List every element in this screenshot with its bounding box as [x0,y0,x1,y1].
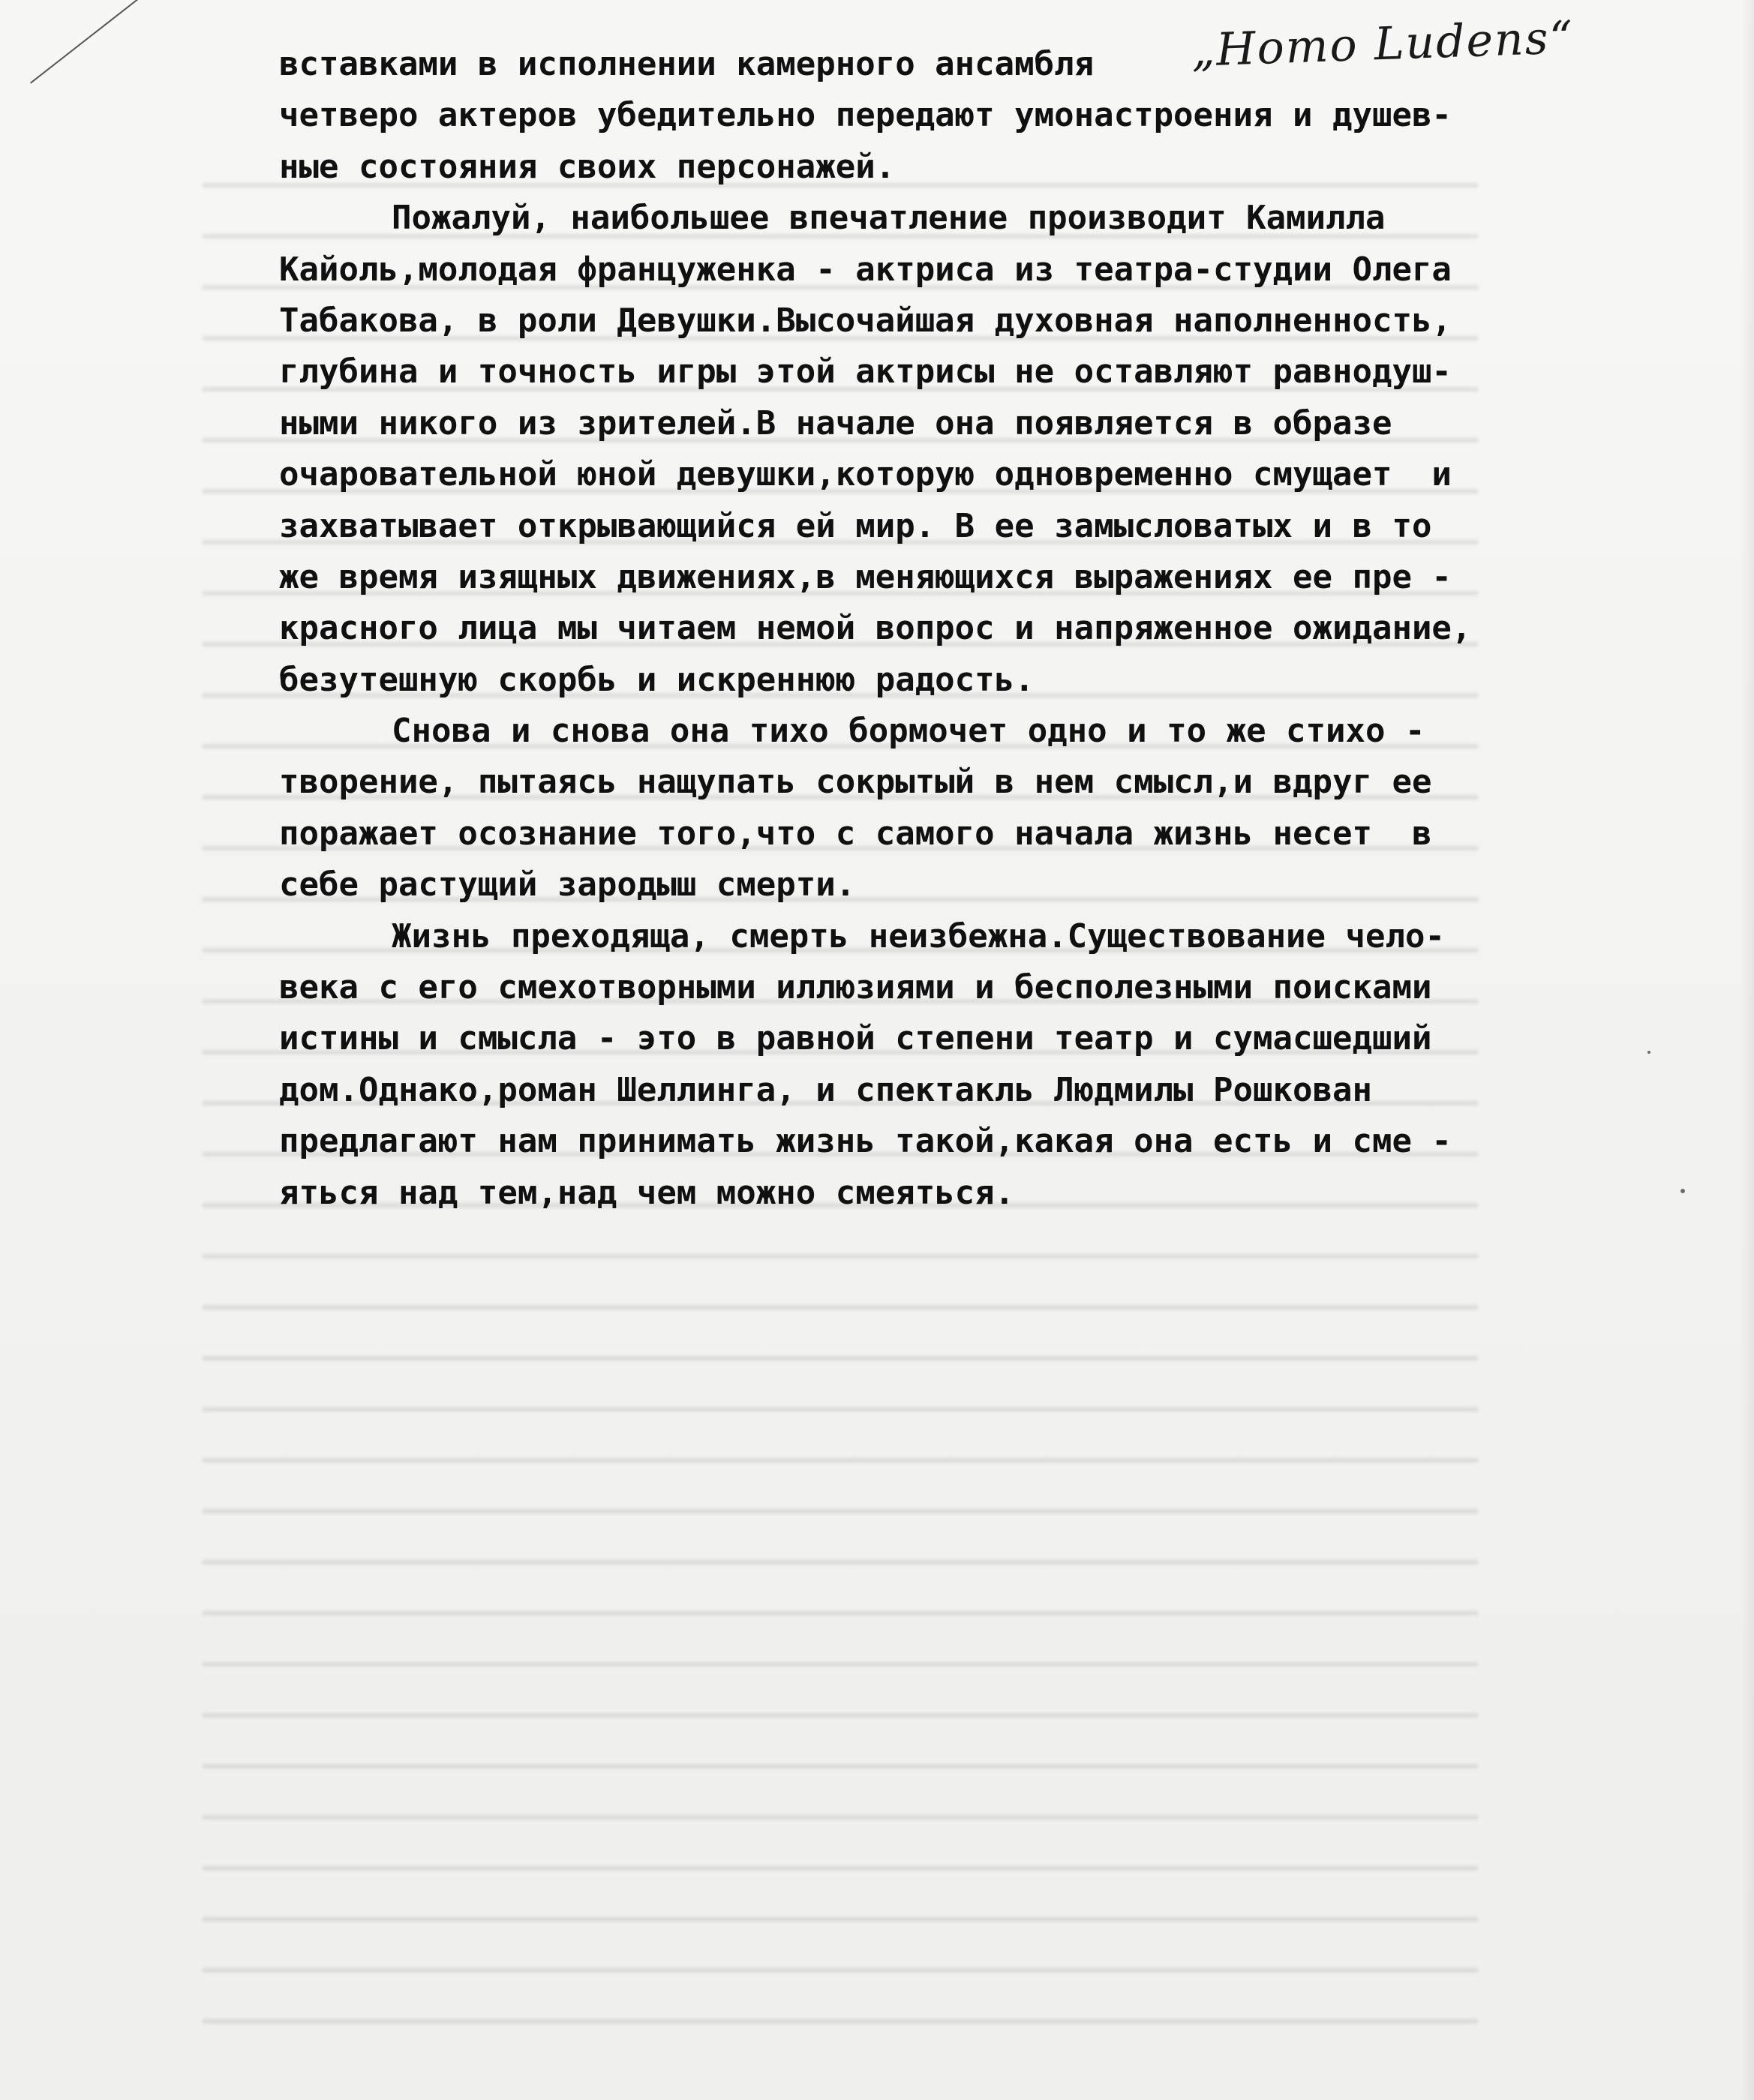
paper-speck [1680,1189,1685,1193]
text-line: творение, пытаясь нащупать сокрытый в нем смысл,и вдруг ее [279,763,1432,802]
page-fold-mark [30,0,185,84]
text-line: яться над тем,над чем можно смеяться. [279,1173,1015,1212]
text-line: века с его смехотворными иллюзиями и бесполезными поисками [279,968,1432,1007]
paragraph-start-line: Пожалуй, наибольшее впечатление производит Камилла [392,199,1386,238]
typewritten-body [279,39,1584,1219]
text-line: ные состояния своих персонажей. [279,147,896,186]
text-line: ными никого из зрителей.В начале она появляется в образе [279,404,1392,442]
text-line: вставками в исполнении камерного ансамбля [279,45,1095,83]
paragraph-start-line: Жизнь преходяща, смерть неизбежна.Существование чело- [392,916,1445,956]
text-line: предлагают нам принимать жизнь такой,какая она есть и сме - [279,1122,1452,1161]
paper-speck [1647,1051,1650,1054]
page-edge-shadow [1740,0,1754,2100]
text-line: четверо актеров убедительно передают умонастроения и душев- [279,96,1452,135]
text-line: Табакова, в роли Девушки.Высочайшая духовная наполненность, [279,301,1452,340]
text-line: захватывает открывающийся ей мир. В ее замысловатых и в то [279,506,1432,545]
text-line: же время изящных движениях,в меняющихся выражениях ее пре - [279,557,1452,596]
text-line: дом.Однако,роман Шеллинга, и спектакль Людмилы Рошкован [279,1070,1372,1109]
text-line: глубина и точность игры этой актрисы не оставляют равнодуш- [279,352,1452,392]
text-line: красного лица мы читаем немой вопрос и напряженное ожидание, [279,609,1472,648]
text-line: безутешную скорбь и искреннюю радость. [279,660,1035,699]
handwritten-title-annotation: „Homo Ludens“ [1190,11,1575,77]
text-line: истины и смысла - это в равной степени театр и сумасшедший [279,1019,1432,1058]
text-line: очаровательной юной девушки,которую одновременно смущает и [279,455,1452,494]
text-line: поражает осознание того,что с самого начала жизнь несет в [279,814,1432,853]
text-line: Кайоль,молодая француженка - актриса из театра-студии Олега [279,250,1452,289]
text-line: себе растущий зародыш смерти. [279,866,856,904]
paragraph-start-line: Снова и снова она тихо бормочет одно и то же стихо - [392,712,1425,751]
